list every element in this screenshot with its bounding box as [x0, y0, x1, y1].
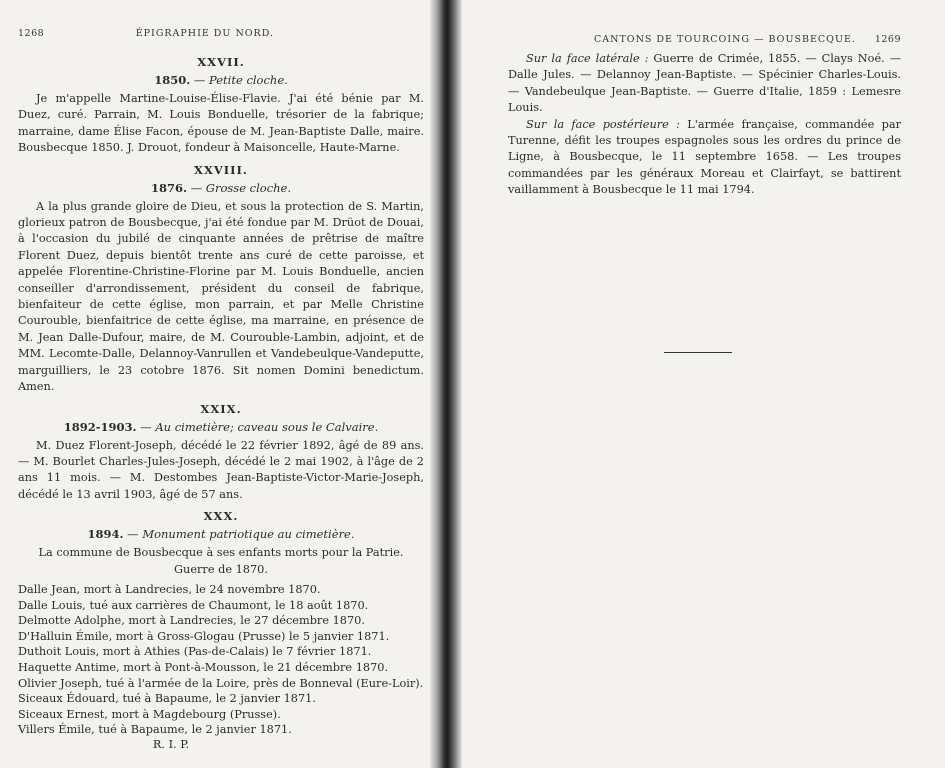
list-item: Siceaux Ernest, mort à Magdebourg (Prusse).: [18, 707, 281, 721]
section-year: 1876.: [150, 180, 187, 195]
section-xxviii: [18, 163, 424, 396]
right-running-title: CANTONS DE TOURCOING — BOUSBECQUE.: [594, 34, 856, 45]
section-numeral: XXX.: [203, 509, 239, 524]
section-numeral: XXVII.: [197, 55, 245, 69]
lateral-face-paragraph: [508, 51, 901, 117]
end-rule: [664, 352, 732, 353]
list-item: Dalle Jean, mort à Landrecies, le 24 novembre 1870.: [18, 582, 321, 596]
section-title: Au cimetière; caveau sous le Calvaire.: [155, 419, 379, 434]
list-item: Siceaux Édouard, tué à Bapaume, le 2 janvier 1871.: [18, 692, 316, 706]
right-running-head: [508, 34, 901, 45]
section-xxx: [18, 509, 424, 752]
lateral-face-text: Guerre de Crimée, 1855. — Clays Noé. — Dalle Jules. — Delannoy Jean-Baptiste. — Spécinier Charles-Louis. — Vandebeulque Jean-Baptiste. — Guerre d'Italie, 1859 : Lemesre Louis.: [508, 52, 901, 115]
section-title: Monument patriotique au cimetière.: [142, 527, 355, 542]
section-text: Je m'appelle Martine-Louise-Élise-Flavie. J'ai été bénie par M. Duez, curé. Parrain, M. Louis Bonduelle, trésorier de la fabrique; marraine, dame Élise Facon, épouse de M. Jean-Baptiste Dalle, maire. Bousbecque 1850. J. Drouot, fondeur à Maisoncelle, Haute-Marne.: [18, 92, 424, 155]
section-xxvii: [18, 55, 424, 157]
section-heading: 1892-1903. — Au cimetière; caveau sous le Calvaire.: [63, 419, 379, 434]
casualty-list: [18, 582, 424, 738]
rip-closing: R. I. P.: [152, 737, 190, 751]
section-text: M. Duez Florent-Joseph, décédé le 22 février 1892, âgé de 89 ans. — M. Bourlet Charles-Jules-Joseph, décédé le 2 mai 1902, à l'âge de 2 ans 11 mois. — M. Destombes Jean-Baptiste-Victor-Marie-Joseph, décédé le 13 avril 1903, âgé de 57 ans.: [18, 438, 424, 501]
section-numeral: XXVIII.: [194, 162, 248, 177]
section-year: 1894.: [87, 527, 124, 542]
left-page: [0, 0, 430, 768]
list-item: Haquette Antime, mort à Pont-à-Mousson, le 21 décembre 1870.: [18, 660, 389, 674]
section-year: 1850.: [154, 73, 191, 87]
list-item: Delmotte Adolphe, mort à Landrecies, le 27 décembre 1870.: [18, 614, 365, 628]
lateral-face-label: Sur la face latérale :: [526, 52, 649, 65]
section-text: A la plus grande gloire de Dieu, et sous la protection de S. Martin, glorieux patron de Bousbecque, j'ai été fondue par M. Drüot de Douai, à l'occasion du jubilé de cinquante années de prêtrise de maître Florent Duez, depuis bientôt trente ans curé de cette paroisse, et appelée Florentine-Christine-Florine par M. Louis Bonduelle, ancien conseiller d'arrondissement, président du conseil de fabrique, bienfaiteur de cette église, mon parrain, et par Melle Christine Courouble, bienfaitrice de cette église, ma marraine, en présence de M. Jean Dalle-Dufour, maire, de M. Courouble-Lambin, adjoint, et de MM. Lecomte-Dalle, Delannoy-Vanrullen et Vandebeulque-Vandeputte, marguilliers, le 23 cotobre 1876. Sit nomen Domini benedictum. Amen.: [18, 199, 424, 394]
left-running-title: ÉPIGRAPHIE DU NORD.: [135, 28, 274, 39]
list-item: Olivier Joseph, tué à l'armée de la Loire, près de Bonneval (Eure-Loir).: [18, 676, 424, 690]
left-running-head: [18, 28, 424, 39]
list-item: D'Halluin Émile, mort à Gross-Glogau (Prusse) le 5 janvier 1871.: [18, 629, 390, 643]
left-page-number: 1268: [18, 28, 45, 39]
posterior-face-label: Sur la face postérieure :: [526, 117, 680, 131]
list-item: Duthoit Louis, mort à Athies (Pas-de-Calais) le 7 février 1871.: [18, 645, 372, 659]
section-heading: 1894. — Monument patriotique au cimetière.: [87, 527, 355, 542]
section-numeral: XXIX.: [200, 401, 242, 416]
list-item: Villers Émile, tué à Bapaume, le 2 janvier 1871.: [18, 723, 292, 737]
right-page-number: 1269: [874, 34, 901, 45]
section-title: Petite cloche.: [209, 73, 288, 87]
section-xxix: [18, 402, 424, 504]
right-page: [462, 0, 945, 768]
book-gutter: [430, 0, 462, 768]
monument-intro: La commune de Bousbecque à ses enfants morts pour la Patrie. Guerre de 1870.: [38, 546, 404, 576]
posterior-face-paragraph: [508, 117, 901, 199]
section-heading: 1850. — Petite cloche.: [154, 73, 288, 87]
section-heading: 1876. — Grosse cloche.: [150, 180, 292, 195]
posterior-face-text: L'armée française, commandée par Turenne, défit les troupes espagnoles sous les ordres du prince de Ligne, à Bousbecque, le 11 septembre 1658. — Les troupes commandées par les généraux Moreau et Clairfayt, se battirent vaillamment à Bousbecque le 11 mai 1794.: [508, 117, 901, 197]
section-year: 1892-1903.: [63, 419, 137, 434]
list-item: Dalle Louis, tué aux carrières de Chaumont, le 18 août 1870.: [18, 598, 369, 612]
section-title: Grosse cloche.: [205, 180, 292, 195]
